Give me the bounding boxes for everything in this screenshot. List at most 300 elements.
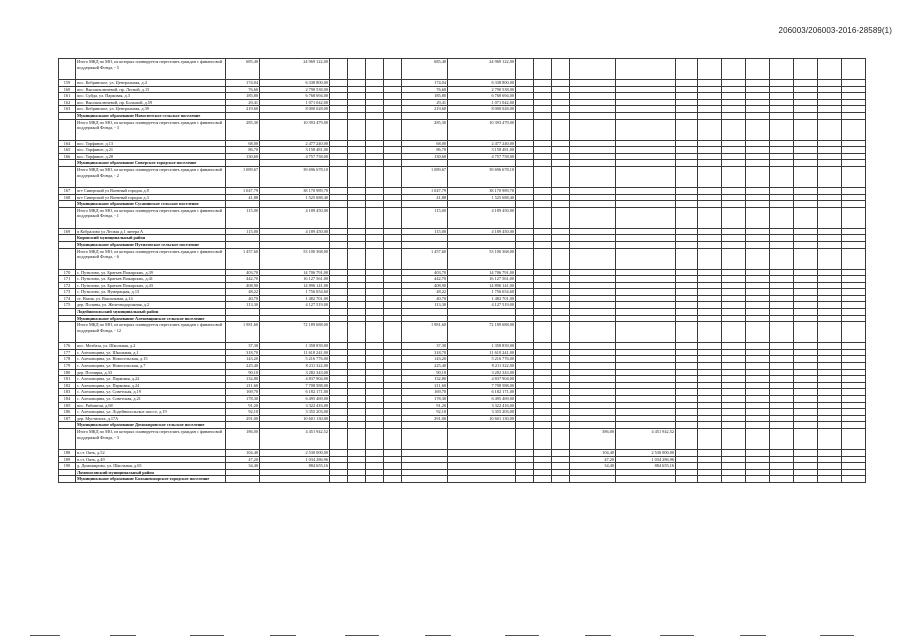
- cost-cell: 3 355 203,00: [260, 409, 330, 416]
- row-number-cell: 175: [59, 302, 76, 309]
- empty-cell: [722, 228, 746, 235]
- empty-cell: [516, 80, 534, 87]
- empty-cell: [770, 276, 794, 283]
- empty-cell: [842, 428, 866, 449]
- empty-cell: [534, 248, 552, 269]
- empty-cell: [698, 269, 722, 276]
- empty-cell: [384, 153, 402, 160]
- empty-cell: [818, 449, 842, 456]
- empty-cell: [552, 356, 570, 363]
- area-cell: [402, 315, 448, 322]
- empty-cell: [794, 282, 818, 289]
- cost-cell: 1 482 701,00: [260, 295, 330, 302]
- empty-cell: [534, 207, 552, 228]
- empty-cell: [770, 396, 794, 403]
- empty-cell: [552, 476, 570, 483]
- empty-cell: [676, 382, 698, 389]
- empty-cell: [770, 315, 794, 322]
- cost-cell: [448, 428, 516, 449]
- empty-cell: [746, 112, 770, 119]
- empty-cell: [676, 112, 698, 119]
- empty-cell: [722, 119, 746, 140]
- cost-cell: 14 896 141,00: [448, 282, 516, 289]
- empty-cell: [366, 228, 384, 235]
- empty-cell: [384, 315, 402, 322]
- empty-cell: [746, 402, 770, 409]
- empty-cell: [348, 187, 366, 194]
- empty-cell: [794, 456, 818, 463]
- row-number-cell: 160: [59, 86, 76, 93]
- empty-cell: [722, 449, 746, 456]
- empty-cell: [384, 402, 402, 409]
- empty-cell: [676, 160, 698, 167]
- empty-cell: [746, 228, 770, 235]
- cost-cell: [616, 382, 676, 389]
- empty-cell: [818, 402, 842, 409]
- cost-cell: 8 211 322,00: [448, 363, 516, 370]
- empty-cell: [746, 194, 770, 201]
- empty-cell: [348, 409, 366, 416]
- address-cell: Итого МКД по МО, из которых планируется переселять граждан с финансовой поддержкой Фонда, - 5: [76, 59, 226, 80]
- empty-cell: [746, 295, 770, 302]
- empty-cell: [516, 295, 534, 302]
- area-cell: 285,30: [402, 119, 448, 140]
- area-cell: [570, 187, 616, 194]
- empty-cell: [722, 469, 746, 476]
- empty-cell: [770, 248, 794, 269]
- area-cell: 68,00: [226, 140, 260, 147]
- empty-cell: [794, 422, 818, 429]
- empty-cell: [722, 463, 746, 470]
- empty-cell: [818, 187, 842, 194]
- row-number-cell: [59, 422, 76, 429]
- empty-cell: [818, 315, 842, 322]
- empty-cell: [698, 302, 722, 309]
- empty-cell: [698, 160, 722, 167]
- area-cell: [570, 166, 616, 187]
- area-cell: [570, 469, 616, 476]
- empty-cell: [794, 187, 818, 194]
- empty-cell: [348, 376, 366, 383]
- empty-cell: [366, 343, 384, 350]
- empty-cell: [676, 140, 698, 147]
- cost-cell: [260, 476, 330, 483]
- area-cell: [570, 228, 616, 235]
- address-cell: с. Алеховщина, ул. Новосельская, д.15: [76, 356, 226, 363]
- table-row: [59, 276, 866, 283]
- empty-cell: [698, 396, 722, 403]
- empty-cell: [770, 295, 794, 302]
- area-cell: 104,40: [226, 449, 260, 456]
- empty-cell: [842, 349, 866, 356]
- row-number-cell: 181: [59, 376, 76, 383]
- cost-cell: 2 477 240,00: [260, 140, 330, 147]
- empty-cell: [842, 463, 866, 470]
- cost-cell: [616, 402, 676, 409]
- cost-cell: 3 355 203,00: [448, 409, 516, 416]
- empty-cell: [534, 228, 552, 235]
- empty-cell: [722, 194, 746, 201]
- empty-cell: [384, 235, 402, 242]
- empty-cell: [698, 119, 722, 140]
- cost-cell: [616, 59, 676, 80]
- empty-cell: [330, 356, 348, 363]
- empty-cell: [534, 295, 552, 302]
- empty-cell: [366, 322, 384, 343]
- empty-cell: [770, 389, 794, 396]
- empty-cell: [842, 295, 866, 302]
- empty-cell: [722, 112, 746, 119]
- area-cell: 185,80: [402, 93, 448, 100]
- cost-cell: 4 451 942,52: [616, 428, 676, 449]
- empty-cell: [676, 147, 698, 154]
- empty-cell: [818, 166, 842, 187]
- cost-cell: [616, 295, 676, 302]
- empty-cell: [818, 476, 842, 483]
- empty-cell: [516, 235, 534, 242]
- empty-cell: [516, 241, 534, 248]
- row-number-cell: 166: [59, 153, 76, 160]
- empty-cell: [676, 349, 698, 356]
- empty-cell: [746, 80, 770, 87]
- empty-cell: [552, 315, 570, 322]
- address-cell: Кировский муниципальный район: [76, 235, 226, 242]
- row-number-cell: [59, 248, 76, 269]
- area-cell: 40,70: [402, 295, 448, 302]
- cost-cell: 2 530 000,00: [616, 449, 676, 456]
- empty-cell: [330, 382, 348, 389]
- cost-cell: [616, 415, 676, 422]
- empty-cell: [348, 269, 366, 276]
- empty-cell: [746, 93, 770, 100]
- cost-cell: [616, 86, 676, 93]
- cost-cell: 2 790 538,00: [260, 86, 330, 93]
- empty-cell: [552, 422, 570, 429]
- row-number-cell: 165: [59, 147, 76, 154]
- empty-cell: [516, 469, 534, 476]
- area-cell: [570, 93, 616, 100]
- empty-cell: [818, 228, 842, 235]
- empty-cell: [348, 112, 366, 119]
- empty-cell: [842, 456, 866, 463]
- empty-cell: [818, 302, 842, 309]
- row-number-cell: 161: [59, 93, 76, 100]
- empty-cell: [794, 228, 818, 235]
- empty-cell: [366, 389, 384, 396]
- cost-cell: 72 189 688,00: [448, 322, 516, 343]
- address-cell: с. Алеховщина, ул. Новосельская, д.7: [76, 363, 226, 370]
- row-number-cell: 182: [59, 382, 76, 389]
- empty-cell: [722, 343, 746, 350]
- cost-cell: [616, 93, 676, 100]
- empty-cell: [366, 309, 384, 316]
- empty-cell: [348, 248, 366, 269]
- empty-cell: [722, 140, 746, 147]
- empty-cell: [348, 396, 366, 403]
- area-cell: [570, 276, 616, 283]
- empty-cell: [770, 469, 794, 476]
- empty-cell: [516, 315, 534, 322]
- empty-cell: [770, 382, 794, 389]
- address-cell: с. Алеховщина, ул. Парковая, д.22: [76, 376, 226, 383]
- empty-cell: [722, 207, 746, 228]
- address-cell: с. Алеховщина, ул. Школьная, д.1: [76, 349, 226, 356]
- empty-cell: [794, 302, 818, 309]
- cost-cell: [616, 194, 676, 201]
- empty-cell: [698, 389, 722, 396]
- empty-cell: [746, 201, 770, 208]
- empty-cell: [746, 241, 770, 248]
- empty-cell: [534, 201, 552, 208]
- empty-cell: [366, 463, 384, 470]
- empty-cell: [534, 369, 552, 376]
- address-cell: Ломоносовский муниципальный район: [76, 469, 226, 476]
- row-number-cell: 173: [59, 289, 76, 296]
- area-cell: 130,60: [226, 153, 260, 160]
- row-number-cell: 180: [59, 369, 76, 376]
- empty-cell: [698, 140, 722, 147]
- empty-cell: [552, 86, 570, 93]
- empty-cell: [794, 194, 818, 201]
- empty-cell: [384, 289, 402, 296]
- area-cell: [570, 241, 616, 248]
- empty-cell: [676, 363, 698, 370]
- empty-cell: [534, 356, 552, 363]
- empty-cell: [722, 363, 746, 370]
- cost-cell: [616, 119, 676, 140]
- empty-cell: [534, 80, 552, 87]
- empty-cell: [818, 428, 842, 449]
- empty-cell: [552, 463, 570, 470]
- empty-cell: [516, 106, 534, 113]
- cost-cell: 1 071 042,00: [448, 99, 516, 106]
- subtotal-row: [59, 428, 866, 449]
- address-cell: с. Алеховщина, ул. Лодейнопольское шоссе, д.19: [76, 409, 226, 416]
- empty-cell: [534, 235, 552, 242]
- empty-cell: [770, 147, 794, 154]
- area-cell: [570, 140, 616, 147]
- empty-cell: [552, 276, 570, 283]
- empty-cell: [366, 106, 384, 113]
- empty-cell: [842, 248, 866, 269]
- empty-cell: [794, 309, 818, 316]
- empty-cell: [722, 456, 746, 463]
- empty-cell: [330, 106, 348, 113]
- empty-cell: [676, 228, 698, 235]
- empty-cell: [384, 356, 402, 363]
- empty-cell: [348, 201, 366, 208]
- empty-cell: [818, 389, 842, 396]
- area-cell: [570, 363, 616, 370]
- area-cell: 115,00: [402, 228, 448, 235]
- empty-cell: [552, 248, 570, 269]
- empty-cell: [348, 140, 366, 147]
- empty-cell: [534, 322, 552, 343]
- empty-cell: [818, 248, 842, 269]
- address-cell: Муниципальное образование Алеховщинское сельское поселение: [76, 315, 226, 322]
- empty-cell: [794, 476, 818, 483]
- empty-cell: [722, 422, 746, 429]
- empty-cell: [516, 112, 534, 119]
- empty-cell: [552, 322, 570, 343]
- area-cell: [226, 315, 260, 322]
- section-header-row: [59, 422, 866, 429]
- empty-cell: [534, 119, 552, 140]
- empty-cell: [794, 409, 818, 416]
- empty-cell: [348, 147, 366, 154]
- empty-cell: [348, 99, 366, 106]
- row-number-cell: 190: [59, 463, 76, 470]
- empty-cell: [348, 166, 366, 187]
- empty-cell: [770, 93, 794, 100]
- empty-cell: [366, 140, 384, 147]
- empty-cell: [794, 343, 818, 350]
- empty-cell: [746, 276, 770, 283]
- table-row: [59, 86, 866, 93]
- cost-cell: [260, 469, 330, 476]
- empty-cell: [794, 315, 818, 322]
- empty-cell: [842, 376, 866, 383]
- cost-cell: [616, 376, 676, 383]
- empty-cell: [698, 415, 722, 422]
- address-cell: пос. Торфяное, д.28: [76, 153, 226, 160]
- cost-cell: [448, 241, 516, 248]
- empty-cell: [384, 456, 402, 463]
- cost-cell: 4 757 758,00: [448, 153, 516, 160]
- cost-cell: [616, 349, 676, 356]
- empty-cell: [818, 415, 842, 422]
- area-cell: 442,70: [402, 276, 448, 283]
- empty-cell: [384, 93, 402, 100]
- empty-cell: [516, 228, 534, 235]
- cost-cell: [448, 235, 516, 242]
- empty-cell: [746, 409, 770, 416]
- empty-cell: [366, 376, 384, 383]
- empty-cell: [842, 80, 866, 87]
- empty-cell: [534, 309, 552, 316]
- empty-cell: [330, 402, 348, 409]
- empty-cell: [842, 153, 866, 160]
- empty-cell: [534, 415, 552, 422]
- empty-cell: [384, 302, 402, 309]
- section-header-row: [59, 241, 866, 248]
- cost-cell: [616, 396, 676, 403]
- address-cell: пос. Торфяное, д.21: [76, 147, 226, 154]
- empty-cell: [348, 194, 366, 201]
- empty-cell: [676, 194, 698, 201]
- empty-cell: [746, 235, 770, 242]
- empty-cell: [698, 99, 722, 106]
- empty-cell: [348, 276, 366, 283]
- cost-cell: [616, 106, 676, 113]
- empty-cell: [330, 415, 348, 422]
- empty-cell: [794, 389, 818, 396]
- empty-cell: [698, 322, 722, 343]
- empty-cell: [366, 415, 384, 422]
- area-cell: 34,40: [570, 463, 616, 470]
- empty-cell: [534, 409, 552, 416]
- table-row: [59, 402, 866, 409]
- empty-cell: [516, 309, 534, 316]
- area-cell: 34,40: [226, 463, 260, 470]
- empty-cell: [676, 166, 698, 187]
- empty-cell: [794, 382, 818, 389]
- area-cell: [402, 463, 448, 470]
- empty-cell: [698, 93, 722, 100]
- empty-cell: [794, 369, 818, 376]
- empty-cell: [516, 389, 534, 396]
- empty-cell: [722, 402, 746, 409]
- cost-cell: 3 158 481,00: [448, 147, 516, 154]
- empty-cell: [516, 456, 534, 463]
- empty-cell: [770, 428, 794, 449]
- row-number-cell: 169: [59, 228, 76, 235]
- area-cell: [226, 309, 260, 316]
- cost-cell: 884 655,16: [260, 463, 330, 470]
- empty-cell: [746, 315, 770, 322]
- address-cell: п Кобралово ул Лесная д.1 литера А: [76, 228, 226, 235]
- empty-cell: [348, 207, 366, 228]
- empty-cell: [348, 322, 366, 343]
- empty-cell: [330, 349, 348, 356]
- area-cell: [570, 389, 616, 396]
- empty-cell: [366, 207, 384, 228]
- area-cell: 48,22: [402, 289, 448, 296]
- empty-cell: [698, 207, 722, 228]
- cost-cell: 6 495 469,00: [260, 396, 330, 403]
- cost-cell: [616, 201, 676, 208]
- table-row: [59, 376, 866, 383]
- row-number-cell: [59, 160, 76, 167]
- empty-cell: [516, 166, 534, 187]
- empty-cell: [842, 409, 866, 416]
- empty-cell: [330, 112, 348, 119]
- section-header-row: [59, 309, 866, 316]
- empty-cell: [348, 402, 366, 409]
- empty-cell: [552, 241, 570, 248]
- empty-cell: [676, 402, 698, 409]
- empty-cell: [516, 140, 534, 147]
- area-cell: 115,00: [226, 228, 260, 235]
- table-row: [59, 289, 866, 296]
- empty-cell: [516, 147, 534, 154]
- empty-cell: [330, 269, 348, 276]
- empty-cell: [698, 315, 722, 322]
- table-row: [59, 415, 866, 422]
- area-cell: 130,60: [402, 153, 448, 160]
- empty-cell: [366, 469, 384, 476]
- empty-cell: [384, 86, 402, 93]
- empty-cell: [818, 235, 842, 242]
- row-number-cell: 170: [59, 269, 76, 276]
- empty-cell: [384, 469, 402, 476]
- empty-cell: [842, 187, 866, 194]
- empty-cell: [330, 194, 348, 201]
- empty-cell: [842, 112, 866, 119]
- area-cell: 219,60: [226, 106, 260, 113]
- cost-cell: 4 189 450,00: [448, 228, 516, 235]
- cost-cell: [260, 241, 330, 248]
- empty-cell: [676, 59, 698, 80]
- empty-cell: [384, 276, 402, 283]
- empty-cell: [770, 449, 794, 456]
- cost-cell: 10 601 130,00: [448, 415, 516, 422]
- cost-cell: [616, 241, 676, 248]
- empty-cell: [676, 269, 698, 276]
- empty-cell: [842, 194, 866, 201]
- area-cell: 225,40: [226, 363, 260, 370]
- row-number-cell: 176: [59, 343, 76, 350]
